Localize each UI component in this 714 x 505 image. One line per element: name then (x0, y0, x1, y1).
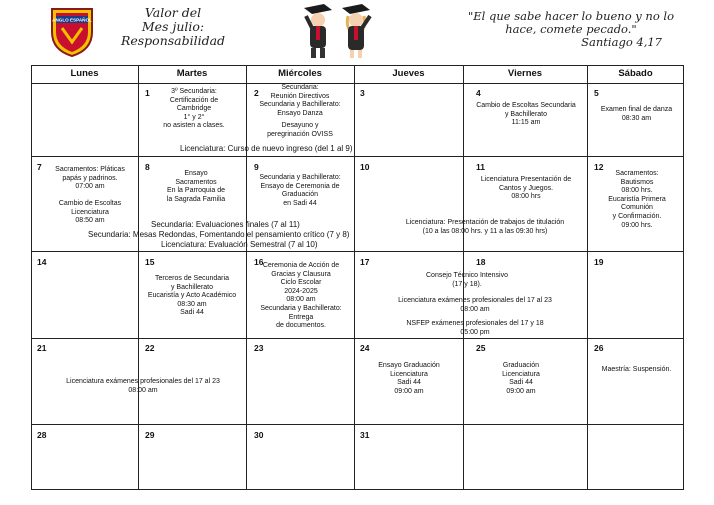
event-line: Sadi 44 (397, 379, 421, 387)
day-number: 17 (360, 257, 370, 267)
event-line: Ciclo Escolar (280, 279, 322, 287)
school-logo (48, 6, 96, 58)
event-line: Cantos y Juegos. (498, 184, 554, 192)
event-line: papás y padrinos. (62, 174, 118, 182)
event-line: Secundaria y Bachillerato: (259, 174, 341, 181)
weekday-sabado: Sábado (618, 68, 653, 79)
event-band-evaluaciones: Secundaria: Evaluaciones finales (7 al 11) (151, 220, 300, 229)
quote-reference: Santiago 4,17 (581, 35, 662, 49)
event-line: la Sagrada Familia (166, 195, 226, 203)
event-line: Sacramentos: (615, 170, 659, 177)
event-line: 09:00 am (394, 387, 424, 395)
event-line: (10 a las 08:00 hrs. y 11 a las 09:30 hrs) (422, 227, 548, 235)
value-line-1: Valor del (144, 5, 202, 20)
weekday-miercoles: Miércoles (278, 68, 322, 79)
weekday-martes: Martes (176, 68, 208, 79)
day-number: 5 (594, 88, 599, 98)
event-day-16 (253, 262, 349, 331)
day-number: 7 (37, 162, 42, 172)
event-day-8 (150, 170, 242, 204)
event-day-11 (467, 176, 585, 202)
day-number: 10 (360, 162, 370, 172)
day-number: 30 (254, 430, 264, 440)
event-licenciatura-examenes (370, 297, 580, 314)
day-number: 18 (476, 257, 486, 267)
event-line: Secundaria y Bachillerato: (260, 304, 342, 312)
event-day-12 (590, 170, 684, 230)
event-line: Cambridge (176, 105, 212, 113)
event-line: y Bachillerato (504, 110, 548, 118)
event-line: NSFEP exámenes profesionales del 17 y 18 (406, 320, 544, 327)
event-line: Cambio de Escoltas (58, 200, 122, 207)
event-line: Terceros de Secundaria (155, 275, 229, 282)
event-line: Comunión (621, 204, 653, 212)
graduates-illustration (298, 2, 378, 64)
event-day-4 (467, 102, 585, 128)
event-line: 08:00 hrs. (621, 187, 653, 195)
event-line: Bautismos (620, 178, 654, 186)
event-day-2 (250, 84, 350, 140)
week-divider (31, 156, 684, 157)
event-line: Ensayo (184, 170, 208, 177)
logo-text: ANGLO ESPAÑOL (52, 17, 92, 23)
event-line: 2024-2025 (284, 287, 318, 295)
event-line: 09:00 hrs. (621, 221, 653, 229)
event-day-10-titulacion (380, 219, 590, 236)
day-number: 26 (594, 343, 604, 353)
event-line: Consejo Técnico Intensivo (426, 272, 508, 279)
event-day-21-examenes (38, 378, 248, 395)
event-line: 08:00 am (460, 305, 490, 313)
event-line: 08:00 am (286, 296, 316, 304)
event-line: Ensayo Graduación (378, 362, 440, 369)
event-line: 08:00 hrs (511, 193, 541, 201)
event-line: peregrinación OVISS (267, 130, 333, 138)
event-line: Graduación (502, 362, 540, 369)
column-divider (587, 65, 588, 490)
event-line: 09:00 am (506, 387, 536, 395)
event-day-15 (142, 275, 242, 318)
day-number: 22 (145, 343, 155, 353)
event-line: Licenciatura: Presentación de trabajos de titulación (405, 219, 565, 226)
day-number: 28 (37, 430, 47, 440)
day-number: 23 (254, 343, 264, 353)
weekday-jueves: Jueves (392, 68, 425, 79)
month-value (108, 6, 238, 48)
event-line: Desayuno y (281, 122, 319, 130)
event-line: En la Parroquia de (167, 187, 225, 195)
event-line: Ceremonia de Acción de (262, 262, 340, 269)
event-day-26 (589, 366, 684, 375)
day-number: 21 (37, 343, 47, 353)
event-line: Sacramentos (175, 178, 217, 186)
value-line-3: Responsabilidad (120, 33, 226, 48)
day-number: 16 (254, 257, 264, 267)
event-line: Secundaria y Bachillerato: (259, 101, 341, 109)
event-line: Licenciatura exámenes profesionales del 17 al 23 (66, 378, 220, 385)
event-line: Entrega (288, 313, 314, 321)
event-line: no asisten a clases. (163, 122, 225, 130)
event-band-evaluacion-semestral: Licenciatura: Evaluación Semestral (7 al 10) (161, 240, 318, 249)
event-line: Licenciatura (71, 208, 109, 216)
event-line: Certificación de (169, 96, 219, 104)
event-line: Ensayo Danza (277, 109, 323, 117)
day-number: 24 (360, 343, 370, 353)
day-number: 25 (476, 343, 486, 353)
event-line: 08:30 am (177, 300, 207, 308)
event-line: de documentos. (276, 322, 326, 330)
event-line: Graduación (281, 191, 319, 199)
column-divider (246, 65, 247, 490)
day-number: 9 (254, 162, 259, 172)
event-nsfep-examenes (370, 320, 580, 337)
quote-line-1: "El que sabe hacer lo bueno y no lo (467, 9, 675, 23)
event-day-24 (357, 362, 461, 396)
day-number: 12 (594, 162, 604, 172)
weekday-viernes: Viernes (507, 68, 543, 79)
event-line: 3º Secundaria: (171, 88, 217, 95)
event-line: Reunión Directivos (270, 92, 330, 100)
event-line: Secundaria: (281, 84, 319, 91)
event-line: Cambio de Escoltas Secundaria (476, 102, 576, 109)
value-line-2: Mes julio: (141, 19, 205, 34)
event-band-licenciatura-curso: Licenciatura: Curso de nuevo ingreso (del 1 al 9) (180, 144, 353, 153)
day-number: 29 (145, 430, 155, 440)
event-line: Licenciatura (502, 370, 540, 378)
event-line: 07:00 am (75, 183, 105, 191)
event-line: Ensayo de Ceremonia de (260, 182, 340, 190)
day-number: 19 (594, 257, 604, 267)
event-line: y Confirmación. (612, 212, 662, 220)
event-line: en Sadi 44 (283, 199, 317, 207)
event-day-25 (466, 362, 576, 396)
event-line: Examen final de danza (600, 106, 673, 113)
event-line: 11:15 am (511, 119, 541, 127)
day-number: 2 (254, 88, 259, 98)
day-number: 14 (37, 257, 47, 267)
week-divider (31, 251, 684, 252)
day-number: 8 (145, 162, 150, 172)
event-day-1 (150, 88, 238, 131)
event-day-5 (589, 106, 684, 123)
week-divider (31, 424, 684, 425)
event-line: Licenciatura exámenes profesionales del 17 al 23 (398, 297, 552, 304)
day-number: 1 (145, 88, 150, 98)
event-consejo-tecnico (392, 272, 542, 289)
event-line: 08:50 am (75, 217, 105, 225)
week-divider (31, 338, 684, 339)
event-day-7-sacramentos (44, 166, 136, 192)
event-line: y Bachillerato (170, 283, 214, 291)
bible-quote (440, 10, 702, 49)
event-line: Sadi 44 (509, 379, 533, 387)
column-divider (138, 65, 139, 490)
event-line: Eucaristía y Acto Académico (147, 292, 237, 300)
event-line: Eucaristía Primera (608, 195, 666, 203)
event-day-9 (250, 174, 350, 208)
event-band-mesas-redondas: Secundaria: Mesas Redondas, Fomentando el pensamiento crítico (7 y 8) (88, 230, 350, 239)
event-line: Maestría: Suspensión. (601, 366, 672, 373)
event-line: 08:30 am (621, 114, 652, 122)
event-day-7-escoltas (44, 200, 136, 226)
day-number: 4 (476, 88, 481, 98)
event-line: (17 y 18). (452, 280, 482, 288)
event-line: 08:00 am (128, 386, 158, 394)
event-line: 1° y 2° (183, 113, 205, 121)
day-number: 11 (476, 162, 485, 172)
column-divider (354, 65, 355, 490)
day-number: 3 (360, 88, 365, 98)
weekday-lunes: Lunes (70, 68, 99, 79)
event-line: Licenciatura (390, 370, 428, 378)
day-number: 15 (145, 257, 155, 267)
event-line: Sadi 44 (180, 309, 204, 317)
quote-line-2: hace, comete pecado." (505, 22, 637, 36)
event-line: 05:00 pm (460, 328, 490, 336)
day-number: 31 (360, 430, 370, 440)
event-line: Sacramentos: Pláticas (55, 166, 125, 173)
event-line: Licenciatura Presentación de (480, 176, 572, 183)
event-line: Gracias y Clausura (271, 270, 331, 278)
